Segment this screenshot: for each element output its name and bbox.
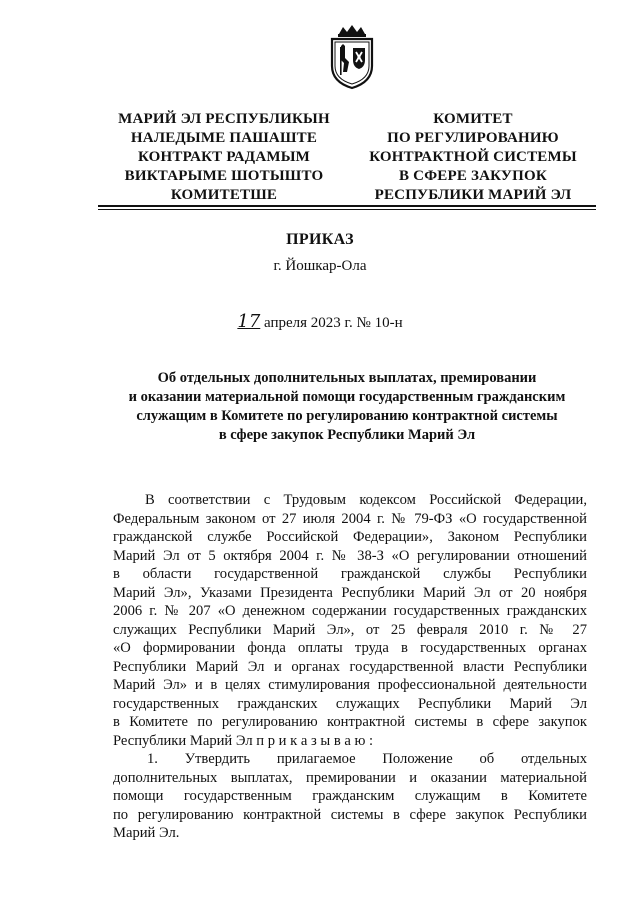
body-line: государственных гражданских служащих Республики Марий Эл <box>113 695 587 712</box>
handwritten-day: 17 <box>237 311 261 332</box>
org-name-line: ВИКТАРЫМЕ ШОТЫШТО <box>124 168 324 184</box>
body-line: в Комитете по регулированию контрактной системы в сфере закупок <box>113 714 587 730</box>
org-name-line: КОНТРАКТ РАДАМЫМ <box>137 149 311 165</box>
body-line: «О формировании фонда оплаты труда в государственных органах <box>113 640 587 656</box>
org-name-line: РЕСПУБЛИКИ МАРИЙ ЭЛ <box>374 187 572 203</box>
document-city: г. Йошкар-Ола <box>273 258 367 274</box>
body-line: в области государственной гражданской службы Республики <box>113 566 587 582</box>
subject-line: Об отдельных дополнительных выплатах, премировании <box>157 370 537 386</box>
body-line: 2006 г. № 207 «О денежном содержании государственных гражданских <box>113 603 587 619</box>
body-line: Марий Эл от 5 октября 2004 г. № 38-З «О регулировании отношений <box>113 547 587 564</box>
body-line: дополнительных выплатах, премировании и оказании материальной <box>113 769 587 786</box>
body-line: Федеральным законом от 27 июля 2004 г. № 79-ФЗ «О государственной <box>113 510 587 527</box>
document-date <box>0 311 640 332</box>
org-name-line: МАРИЙ ЭЛ РЕСПУБЛИКЫН <box>118 111 330 127</box>
header-divider-thin <box>98 209 596 210</box>
body-line: по регулированию контрактной системы в сфере закупок Республики <box>113 806 587 823</box>
body-line: помощи государственным гражданским служащим в Комитете <box>113 788 587 804</box>
date-text: апреля 2023 г. № 10-н <box>260 315 403 331</box>
mari-el-coat-of-arms-icon <box>327 24 377 90</box>
document-body <box>113 491 587 843</box>
body-line: 1. Утвердить прилагаемое Положение об отдельных <box>147 751 587 767</box>
body-line: Марий Эл. <box>113 825 180 841</box>
document-title: ПРИКАЗ <box>286 231 354 248</box>
header-divider-thick <box>98 205 596 207</box>
body-line: Республики Марий Эл п р и к а з ы в а ю : <box>113 732 374 749</box>
body-line: Марий Эл», Указами Президента Республики Марий Эл от 20 ноября <box>113 584 587 601</box>
subject-line: служащим в Комитете по регулированию контрактной системы <box>136 408 558 424</box>
org-name-line: НАЛЕДЫМЕ ПАШАШТЕ <box>130 130 318 146</box>
org-name-line: КОМИТЕТ <box>433 111 513 127</box>
body-line: служащих Республики Марий Эл», от 25 февраля 2010 г. № 27 <box>113 621 587 638</box>
subject-line: и оказании материальной помощи государственным гражданским <box>128 389 566 405</box>
org-name-mari <box>108 110 340 205</box>
org-name-line: КОНТРАКТНОЙ СИСТЕМЫ <box>369 149 577 165</box>
org-name-line: КОМИТЕТШЕ <box>170 187 278 203</box>
body-line: Марий Эл» и в целях стимулирования профессиональной деятельности <box>113 677 587 693</box>
body-line: Республики Марий Эл и органах государственной власти Республики <box>113 658 587 675</box>
body-line: В соответствии с Трудовым кодексом Российской Федерации, <box>145 492 587 508</box>
org-name-line: В СФЕРЕ ЗАКУПОК <box>399 168 547 184</box>
body-line: гражданской службе Российской Федерации», Законом Республики <box>113 529 587 545</box>
org-name-russian <box>358 110 588 205</box>
org-name-line: ПО РЕГУЛИРОВАНИЮ <box>387 130 559 146</box>
subject-line: в сфере закупок Республики Марий Эл <box>218 427 476 443</box>
document-subject <box>98 369 596 445</box>
